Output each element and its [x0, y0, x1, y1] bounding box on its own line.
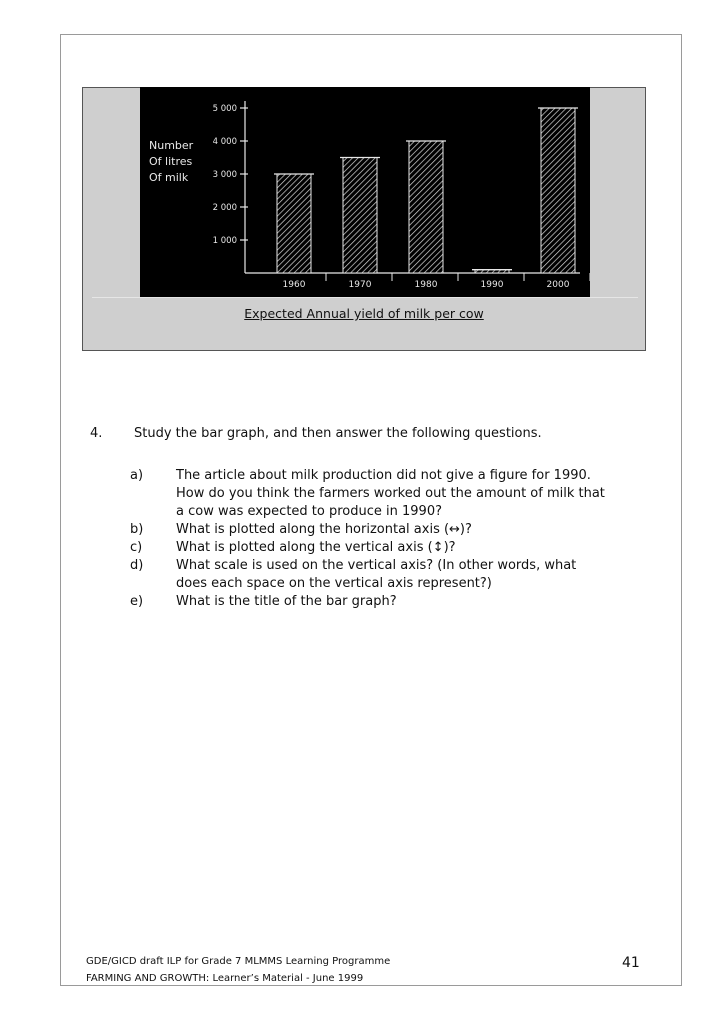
sub-question-text: What scale is used on the vertical axis? (In other words, what — [176, 558, 577, 573]
sub-question-text: What is plotted along the horizontal axis (↔)? — [176, 522, 472, 537]
y-tick-label: 5 000 — [212, 104, 237, 114]
bar-1970 — [343, 158, 377, 274]
y-tick-label: 3 000 — [212, 170, 237, 180]
x-tick-label: 1960 — [282, 280, 306, 290]
x-tick-label: 1990 — [480, 280, 504, 290]
sub-question-text: does each space on the vertical axis represent?) — [176, 576, 492, 591]
x-tick-label: 1980 — [414, 280, 438, 290]
y-tick-label: 4 000 — [212, 137, 237, 147]
y-label-line: Of milk — [149, 171, 189, 184]
y-label-line: Of litres — [149, 155, 193, 168]
caption-rule — [92, 297, 638, 298]
sub-question-text: What is the title of the bar graph? — [176, 594, 397, 609]
y-axis-label — [149, 139, 194, 184]
bar-2000 — [541, 108, 575, 273]
x-tick-label: 1970 — [348, 280, 372, 290]
page-number: 41 — [622, 955, 640, 971]
y-tick-label: 2 000 — [212, 203, 237, 213]
sub-question-text: a cow was expected to produce in 1990? — [176, 504, 442, 519]
sub-question-text: The article about milk production did not give a figure for 1990. — [176, 468, 591, 483]
sub-question-letter: c) — [130, 540, 143, 555]
x-tick-label: 2000 — [546, 280, 570, 290]
sub-question-text: How do you think the farmers worked out the amount of milk that — [176, 486, 605, 501]
figure-caption: Expected Annual yield of milk per cow — [244, 306, 484, 321]
bar-chart — [140, 87, 590, 297]
sub-question-letter: b) — [130, 522, 144, 537]
bar-1980 — [409, 141, 443, 273]
sub-question-letter: a) — [130, 468, 144, 483]
sub-question-letter: e) — [130, 594, 144, 609]
question-number: 4. — [90, 426, 103, 441]
footer-line-1: GDE/GICD draft ILP for Grade 7 MLMMS Learning Programme — [86, 956, 391, 967]
question-intro: Study the bar graph, and then answer the following questions. — [134, 426, 542, 441]
y-tick-label: 1 000 — [212, 236, 237, 246]
sub-question-letter: d) — [130, 558, 144, 573]
bar-1960 — [277, 174, 311, 273]
footer-line-2: FARMING AND GROWTH: Learner’s Material - June 1999 — [86, 973, 364, 984]
sub-question-text: What is plotted along the vertical axis (↕)? — [176, 540, 456, 555]
y-label-line: Number — [149, 139, 194, 152]
